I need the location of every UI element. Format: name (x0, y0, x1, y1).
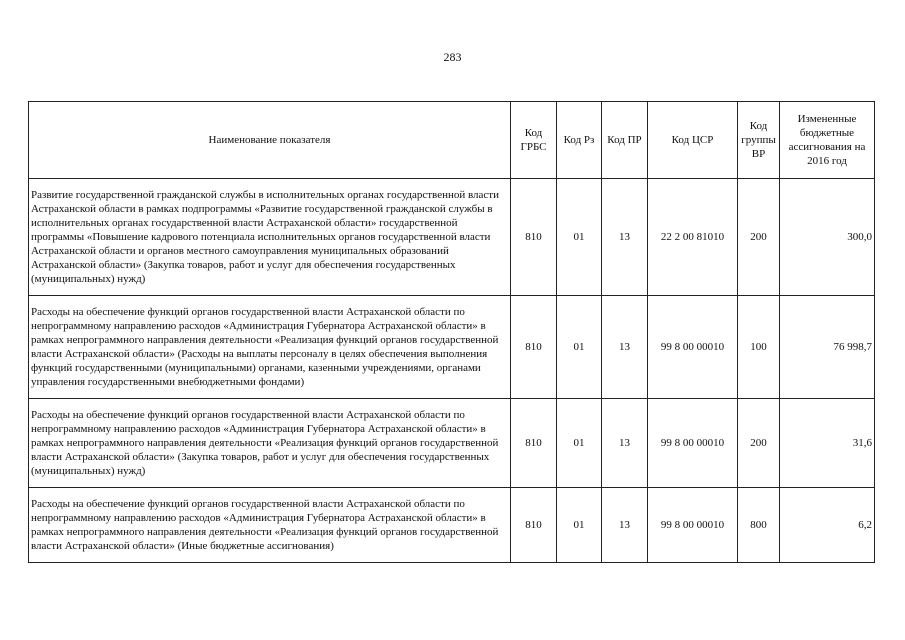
cell-amount: 31,6 (780, 399, 875, 488)
cell-amount: 300,0 (780, 179, 875, 296)
cell-pr: 13 (602, 179, 648, 296)
cell-rz: 01 (557, 179, 602, 296)
cell-rz: 01 (557, 488, 602, 563)
page-number: 283 (443, 50, 462, 64)
cell-amount: 6,2 (780, 488, 875, 563)
cell-csr: 99 8 00 00010 (648, 399, 738, 488)
cell-grbs: 810 (511, 179, 557, 296)
cell-grbs: 810 (511, 488, 557, 563)
cell-vr: 100 (738, 296, 780, 399)
cell-rz: 01 (557, 399, 602, 488)
cell-grbs: 810 (511, 296, 557, 399)
table-header-row (29, 102, 875, 179)
cell-amount: 76 998,7 (780, 296, 875, 399)
table-row (29, 399, 875, 488)
table-row (29, 179, 875, 296)
cell-vr: 200 (738, 179, 780, 296)
cell-csr: 99 8 00 00010 (648, 296, 738, 399)
cell-vr: 800 (738, 488, 780, 563)
header-rz: Код Рз (557, 102, 602, 179)
cell-grbs: 810 (511, 399, 557, 488)
cell-pr: 13 (602, 399, 648, 488)
cell-vr: 200 (738, 399, 780, 488)
cell-csr: 22 2 00 81010 (648, 179, 738, 296)
cell-csr: 99 8 00 00010 (648, 488, 738, 563)
cell-rz: 01 (557, 296, 602, 399)
header-pr: Код ПР (602, 102, 648, 179)
cell-pr: 13 (602, 488, 648, 563)
header-grbs: Код ГРБС (511, 102, 557, 179)
cell-pr: 13 (602, 296, 648, 399)
cell-name: Расходы на обеспечение функций органов государственной власти Астраханской области по непрограммному направлению расходов «Администрация Губернатора Астраханской области» в рамках непрограммного направления деятельности «Реализация функций органов государственной власти Астраханской области» (Иные бюджетные ассигнования) (29, 488, 511, 563)
cell-name: Расходы на обеспечение функций органов государственной власти Астраханской области по непрограммному направлению расходов «Администрация Губернатора Астраханской области» в рамках непрограммного направления деятельности «Реализация функций органов государственной власти Астраханской области» (Расходы на выплаты персоналу в целях обеспечения выполнения функций государственными (муниципальными) органами, казенными учреждениями, органами управления государственными внебюджетными фондами) (29, 296, 511, 399)
cell-name: Расходы на обеспечение функций органов государственной власти Астраханской области по непрограммному направлению расходов «Администрация Губернатора Астраханской области» в рамках непрограммного направления деятельности «Реализация функций органов государственной власти Астраханской области» (Закупка товаров, работ и услуг для обеспечения государственных (муниципальных) нужд) (29, 399, 511, 488)
table-row (29, 296, 875, 399)
budget-table (28, 101, 875, 563)
header-name: Наименование показателя (29, 102, 511, 179)
header-csr: Код ЦСР (648, 102, 738, 179)
table-row (29, 488, 875, 563)
cell-name: Развитие государственной гражданской службы в исполнительных органах государственной власти Астраханской области в рамках подпрограммы «Развитие государственной гражданской службы в исполнительных органах государственной власти Астраханской области» государственной программы «Повышение кадрового потенциала исполнительных органов государственной власти Астраханской области и органов местного самоуправления муниципальных образований Астраханской области» (Закупка товаров, работ и услуг для обеспечения государственных (муниципальных) нужд) (29, 179, 511, 296)
header-vr: Код группы ВР (738, 102, 780, 179)
header-amount: Измененные бюджетные ассигнования на 2016 год (780, 102, 875, 179)
